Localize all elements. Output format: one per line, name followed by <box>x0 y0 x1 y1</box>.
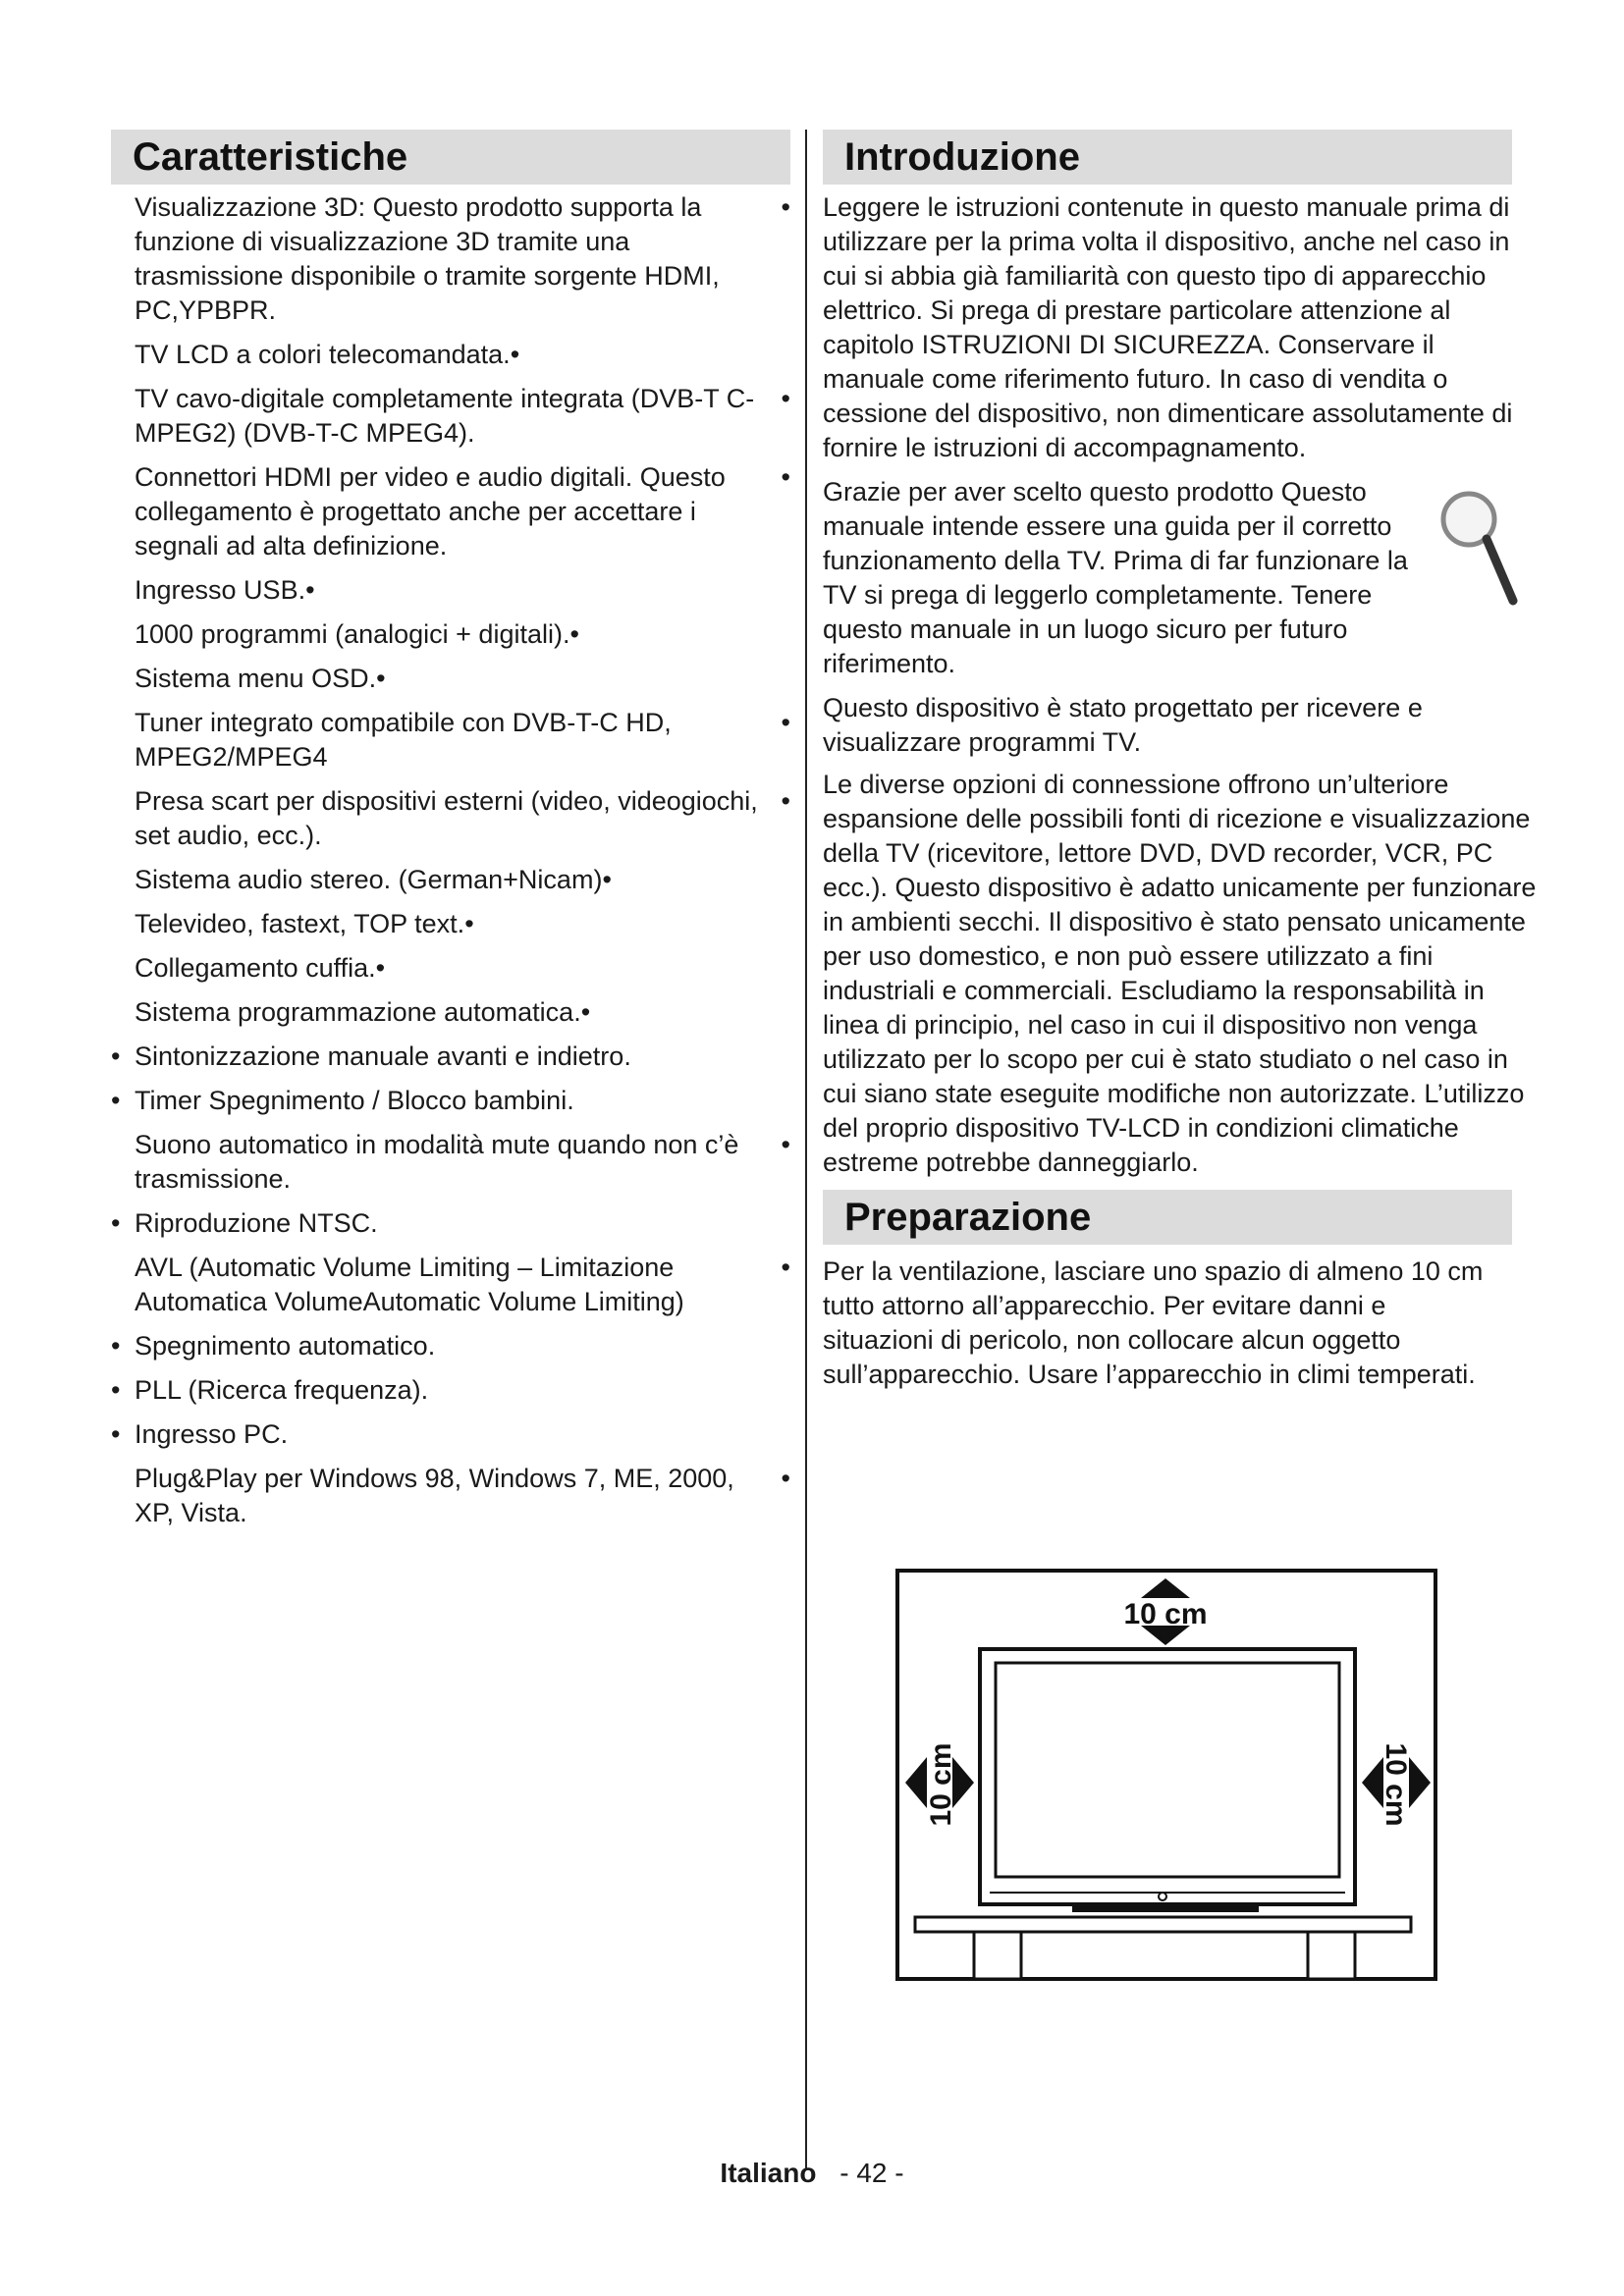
bullet-icon: • <box>580 997 591 1027</box>
bullet-icon: • <box>781 384 790 413</box>
feature-item <box>111 1251 790 1319</box>
bullet-icon: • <box>464 909 474 938</box>
preparation-paragraph: Per la ventilazione, lasciare uno spazio di almeno 10 cm tutto attorno all’apparecchio. Per evitare danni e situazioni di pericolo, non collocare alcun oggetto sull’apparecchio. Usare l’apparecchio in climi temperati. <box>823 1256 1484 1389</box>
bullet-icon: • <box>111 1208 121 1238</box>
feature-item <box>111 1462 790 1530</box>
bullet-icon: • <box>305 575 315 605</box>
feature-item <box>111 573 790 608</box>
bullet-icon: • <box>111 1375 121 1405</box>
feature-text: 1000 programmi (analogici + digitali). <box>135 619 570 649</box>
bullet-icon: • <box>781 1253 790 1282</box>
bullet-icon: • <box>781 462 790 492</box>
features-column <box>111 130 790 1540</box>
features-heading: Caratteristiche <box>111 130 790 185</box>
top-clearance-label: 10 cm <box>1123 1598 1208 1630</box>
feature-text: Sintonizzazione manuale avanti e indietro. <box>135 1041 631 1071</box>
feature-text: TV LCD a colori telecomandata. <box>135 340 511 369</box>
feature-item <box>111 1084 790 1118</box>
feature-text: Sistema menu OSD. <box>135 664 377 693</box>
bullet-icon: • <box>781 786 790 816</box>
magnifier-icon <box>1439 485 1518 613</box>
feature-item <box>111 617 790 652</box>
shelf <box>915 1917 1411 1932</box>
footer-page-number: - 42 - <box>839 2158 904 2188</box>
feature-text: Ingresso USB. <box>135 575 306 605</box>
feature-text: TV cavo-digitale completamente integrata (DVB-T C- MPEG2) (DVB-T-C MPEG4). <box>135 384 755 448</box>
feature-text: PLL (Ricerca frequenza). <box>135 1375 429 1405</box>
feature-item <box>111 784 790 853</box>
feature-text: Riproduzione NTSC. <box>135 1208 378 1238</box>
bullet-icon: • <box>781 1130 790 1159</box>
bullet-icon: • <box>111 1331 121 1361</box>
preparation-heading: Preparazione <box>823 1190 1512 1245</box>
feature-text: Ingresso PC. <box>135 1419 289 1449</box>
feature-item <box>111 863 790 897</box>
bullet-icon: • <box>781 708 790 737</box>
bullet-icon: • <box>781 1464 790 1493</box>
feature-text: Collegamento cuffia. <box>135 953 376 983</box>
bullet-icon: • <box>376 664 386 693</box>
feature-list <box>111 185 790 1530</box>
intro-paragraph-3: Questo dispositivo è stato progettato per ricevere e visualizzare programmi TV. <box>823 693 1423 757</box>
right-clearance-label: 10 cm <box>1380 1742 1412 1827</box>
feature-text: Sistema audio stereo. (German+Nicam) <box>135 865 603 894</box>
feature-item <box>111 1417 790 1452</box>
feature-text: Connettori HDMI per video e audio digitali. Questo collegamento è progettato anche per accettare i segnali ad alta definizione. <box>135 462 726 561</box>
feature-text: Tuner integrato compatibile con DVB-T-C HD, MPEG2/MPEG4 <box>135 708 672 772</box>
intro-paragraph-2: Grazie per aver scelto questo prodotto Questo manuale intende essere una guida per il corretto funzionamento della TV. Prima di far funzionare la TV si prega di leggerlo completamente. Tenere questo manuale in un luogo sicuro per futuro riferimento. <box>823 477 1408 678</box>
left-clearance-label: 10 cm <box>925 1742 957 1827</box>
feature-item <box>111 907 790 941</box>
tv-clearance-diagram <box>895 1569 1437 1981</box>
feature-item <box>111 995 790 1030</box>
feature-item <box>111 382 790 451</box>
bullet-icon: • <box>569 619 579 649</box>
bullet-icon: • <box>111 1086 121 1115</box>
intro-heading: Introduzione <box>823 130 1512 185</box>
feature-text: Timer Spegnimento / Blocco bambini. <box>135 1086 574 1115</box>
feature-item <box>111 951 790 986</box>
feature-text: Televideo, fastext, TOP text. <box>135 909 465 938</box>
bullet-icon: • <box>375 953 386 983</box>
footer-language: Italiano <box>720 2158 817 2188</box>
feature-text: Sistema programmazione automatica. <box>135 997 581 1027</box>
feature-item <box>111 1128 790 1197</box>
intro-column <box>823 130 1537 1392</box>
bullet-icon: • <box>510 340 520 369</box>
intro-paragraph-1: Leggere le istruzioni contenute in questo manuale prima di utilizzare per la prima volta il dispositivo, anche nel caso in cui si abbia già familiarità con questo tipo di apparecchio elettrico. Si prega di prestare particolare attenzione al capitolo ISTRUZIONI DI SICUREZZA. Conservare il manuale come riferimento futuro. In caso di vendita o cessione del dispositivo, non dimenticare assolutamente di fornire le istruzioni di accompagnamento. <box>823 192 1513 462</box>
feature-item <box>111 1329 790 1363</box>
feature-item <box>111 706 790 774</box>
feature-item <box>111 190 790 328</box>
bullet-icon: • <box>602 865 612 894</box>
feature-text: Visualizzazione 3D: Questo prodotto supporta la funzione di visualizzazione 3D tramite una trasmissione disponibile o tramite sorgente HDMI, PC,YPBPR. <box>135 192 720 325</box>
feature-item <box>111 1373 790 1408</box>
feature-item <box>111 338 790 372</box>
bullet-icon: • <box>781 192 790 222</box>
tv-screen <box>996 1663 1339 1877</box>
intro-paragraph-4: Le diverse opzioni di connessione offrono un’ulteriore espansione delle possibili fonti di ricezione e visualizzazione della TV (ricevitore, lettore DVD, DVD recorder, VCR, PC ecc.). Questo dispositivo è adatto unicamente per funzionare in ambienti secchi. Il dispositivo è stato pensato unicamente per uso domestico, e non può essere utilizzato a fini industriali e commerciali. Escludiamo la responsabilità in linea di principio, nel caso in cui il dispositivo non venga utilizzato per lo scopo per cui è stato studiato o nel caso in cui siano state eseguite modifiche non autorizzate. L’utilizzo del proprio dispositivo TV-LCD in condizioni climatiche estreme potrebbe danneggiarlo. <box>823 770 1537 1177</box>
feature-item <box>111 460 790 563</box>
feature-item <box>111 662 790 696</box>
column-divider <box>805 130 807 2169</box>
feature-text: AVL (Automatic Volume Limiting – Limitazione Automatica VolumeAutomatic Volume Limiting) <box>135 1253 684 1316</box>
feature-text: Suono automatico in modalità mute quando non c’è trasmissione. <box>135 1130 739 1194</box>
bullet-icon: • <box>111 1419 121 1449</box>
feature-item <box>111 1206 790 1241</box>
page-footer <box>0 2158 1624 2189</box>
feature-text: Presa scart per dispositivi esterni (video, videogiochi, set audio, ecc.). <box>135 786 758 850</box>
feature-text: Spegnimento automatico. <box>135 1331 436 1361</box>
feature-item <box>111 1040 790 1074</box>
feature-text: Plug&Play per Windows 98, Windows 7, ME, 2000, XP, Vista. <box>135 1464 734 1527</box>
bullet-icon: • <box>111 1041 121 1071</box>
